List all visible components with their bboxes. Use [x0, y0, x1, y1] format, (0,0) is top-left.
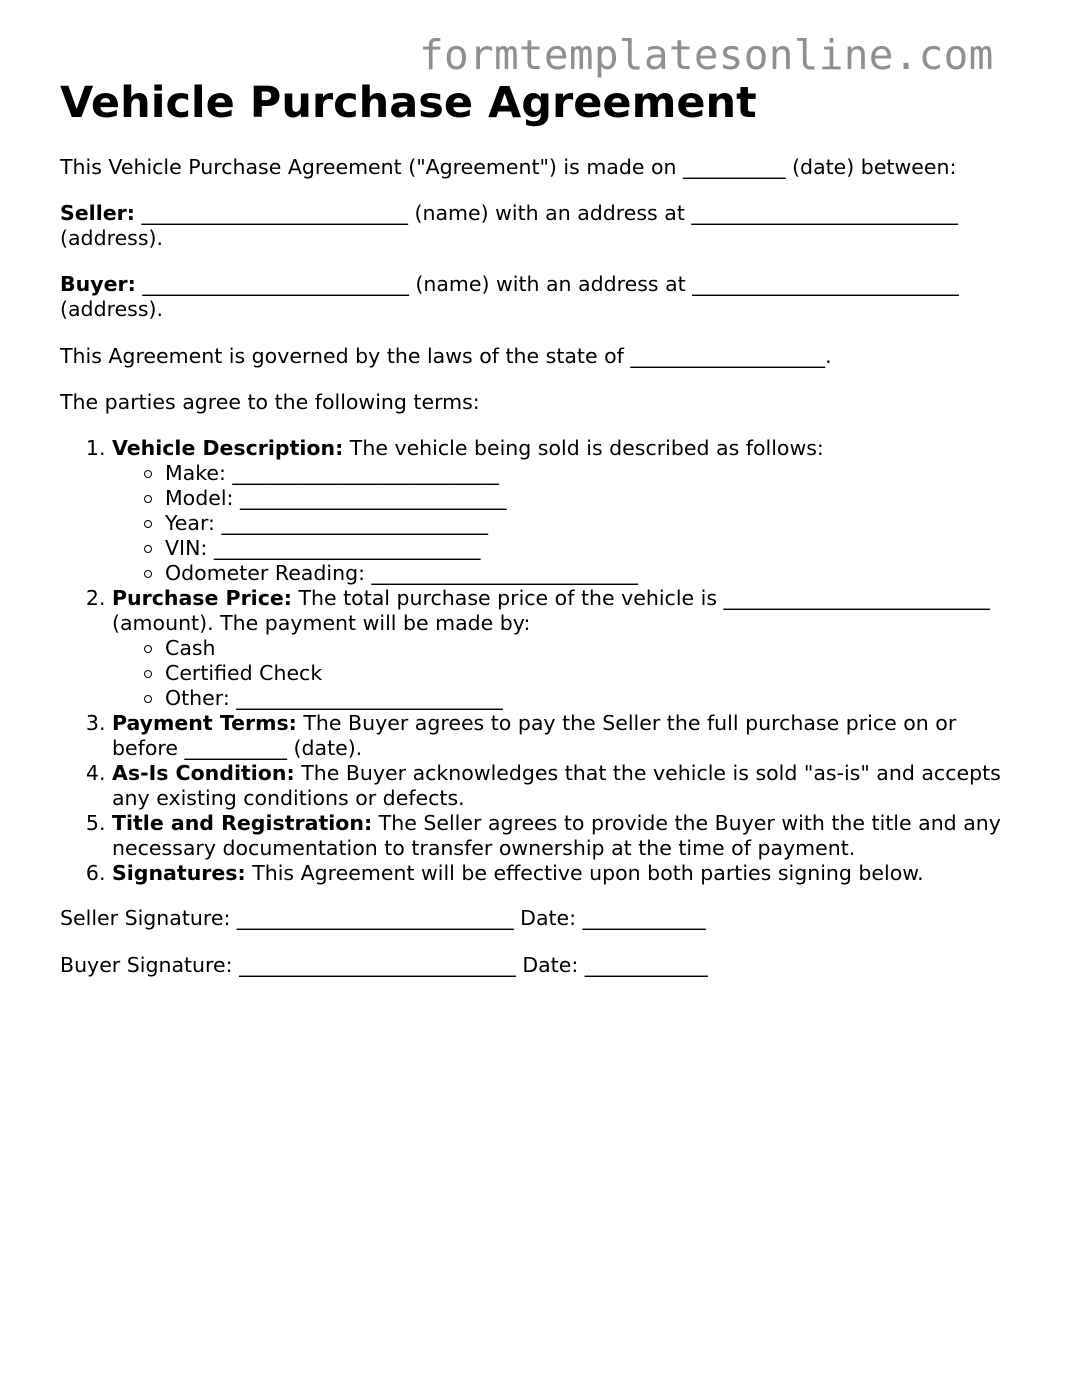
term-text: The Buyer acknowledges that the vehicle is sold "as-is" and accepts any existing conditions or defects.: [112, 761, 1001, 810]
intro-paragraph: This Vehicle Purchase Agreement ("Agreement") is made on __________ (date) between:: [60, 155, 957, 179]
payment-method-list: [112, 636, 1020, 711]
seller-text: __________________________ (name) with an address at __________________________ (address).: [60, 201, 958, 250]
buyer-text: __________________________ (name) with an address at __________________________ (address).: [60, 272, 959, 321]
vehicle-details-list: [112, 461, 1020, 586]
term-item-purchase-price: [112, 586, 1020, 711]
vehicle-odometer-line: Odometer Reading: __________________________: [165, 561, 1020, 586]
term-label: As-Is Condition:: [112, 761, 295, 785]
seller-signature-line: Seller Signature: ___________________________ Date: ____________: [60, 906, 706, 930]
vehicle-year-line: Year: __________________________: [165, 511, 1020, 536]
vehicle-vin-line: VIN: __________________________: [165, 536, 1020, 561]
vehicle-model-line: Model: __________________________: [165, 486, 1020, 511]
governing-law-paragraph: This Agreement is governed by the laws of the state of ___________________.: [60, 344, 832, 368]
term-text: The total purchase price of the vehicle is __________________________ (amount). The payment will be made by:: [112, 586, 991, 635]
seller-paragraph: [60, 201, 1020, 251]
payment-method-cash: Cash: [165, 636, 1020, 661]
terms-intro: The parties agree to the following terms:: [60, 390, 480, 414]
term-item-vehicle-description: [112, 436, 1020, 586]
term-item-payment-terms: [112, 711, 1020, 761]
page-title: Vehicle Purchase Agreement: [60, 78, 757, 128]
payment-method-other: Other: __________________________: [165, 686, 1020, 711]
payment-method-certified-check: Certified Check: [165, 661, 1020, 686]
watermark: formtemplatesonline.com: [419, 31, 994, 79]
term-label: Signatures:: [112, 861, 246, 885]
buyer-label: Buyer:: [60, 272, 136, 296]
term-label: Vehicle Description:: [112, 436, 344, 460]
seller-label: Seller:: [60, 201, 135, 225]
term-text: The vehicle being sold is described as follows:: [343, 436, 824, 460]
buyer-signature-line: Buyer Signature: ___________________________ Date: ____________: [60, 953, 708, 977]
term-label: Title and Registration:: [112, 811, 373, 835]
terms-list: [60, 436, 1020, 886]
term-label: Purchase Price:: [112, 586, 292, 610]
vehicle-make-line: Make: __________________________: [165, 461, 1020, 486]
term-text: The Seller agrees to provide the Buyer with the title and any necessary documentation to transfer ownership at the time of payment.: [112, 811, 1001, 860]
term-item-as-is-condition: [112, 761, 1020, 811]
term-label: Payment Terms:: [112, 711, 297, 735]
term-text: The Buyer agrees to pay the Seller the full purchase price on or before __________ (date).: [112, 711, 957, 760]
term-item-signatures: [112, 861, 1020, 886]
buyer-paragraph: [60, 272, 1020, 322]
term-text: This Agreement will be effective upon both parties signing below.: [245, 861, 924, 885]
term-item-title-registration: [112, 811, 1020, 861]
